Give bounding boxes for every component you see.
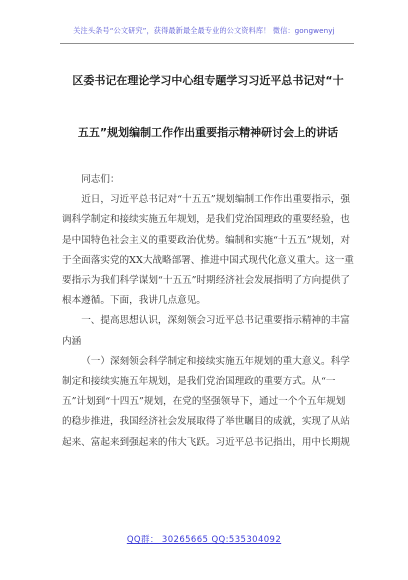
document-title-line-2: 五五”规划编制工作作出重要指示精神研讨会上的讲话 — [77, 126, 339, 139]
footer-contact: QQ群： 30265665 QQ:535304092 — [126, 535, 282, 545]
section-heading-1: 一、提高思想认识，深刻领会习近平总书记重要指示精神的丰富内涵 — [62, 315, 350, 347]
paragraph-intro: 近日，习近平总书记对“十五五”规划编制工作作出重要指示，强调科学制定和接续实施五年规划，是我们党治国理政的重要经验，也是中国特色社会主义的重要政治优势。编制和实施“十五五”规划，对于全面落实党的XX大战略部署、推进中国式现代化意义重大。这一重要指示为我们科学谋划“十五五”时期经济社会发展指明了方向提供了根本遵循。下面，我讲几点意见。 — [62, 194, 354, 307]
document-body — [62, 170, 354, 453]
paragraph-significance: （一）深刻领会科学制定和接续实施五年规划的重大意义。科学制定和接续实施五年规划，是我们党治国理政的重要方式。从“一五”计划到“十四五”规划，在党的坚强领导下，通过一个个五年规划的稳步推进，我国经济社会发展取得了举世瞩目的成就，实现了从站起来、富起来到强起来的伟大飞跃。习近平总书记指出，用中长期规 — [62, 355, 350, 448]
salutation: 同志们： — [81, 174, 120, 185]
header-note: 关注头条号“公文研究”，获得最新最全最专业的公文资料库！ 微信：gongwenyj — [73, 26, 335, 35]
document-title-line-1: 区委书记在理论学习中心组专题学习习近平总书记对“十 — [72, 74, 344, 87]
header-divider — [60, 43, 354, 44]
